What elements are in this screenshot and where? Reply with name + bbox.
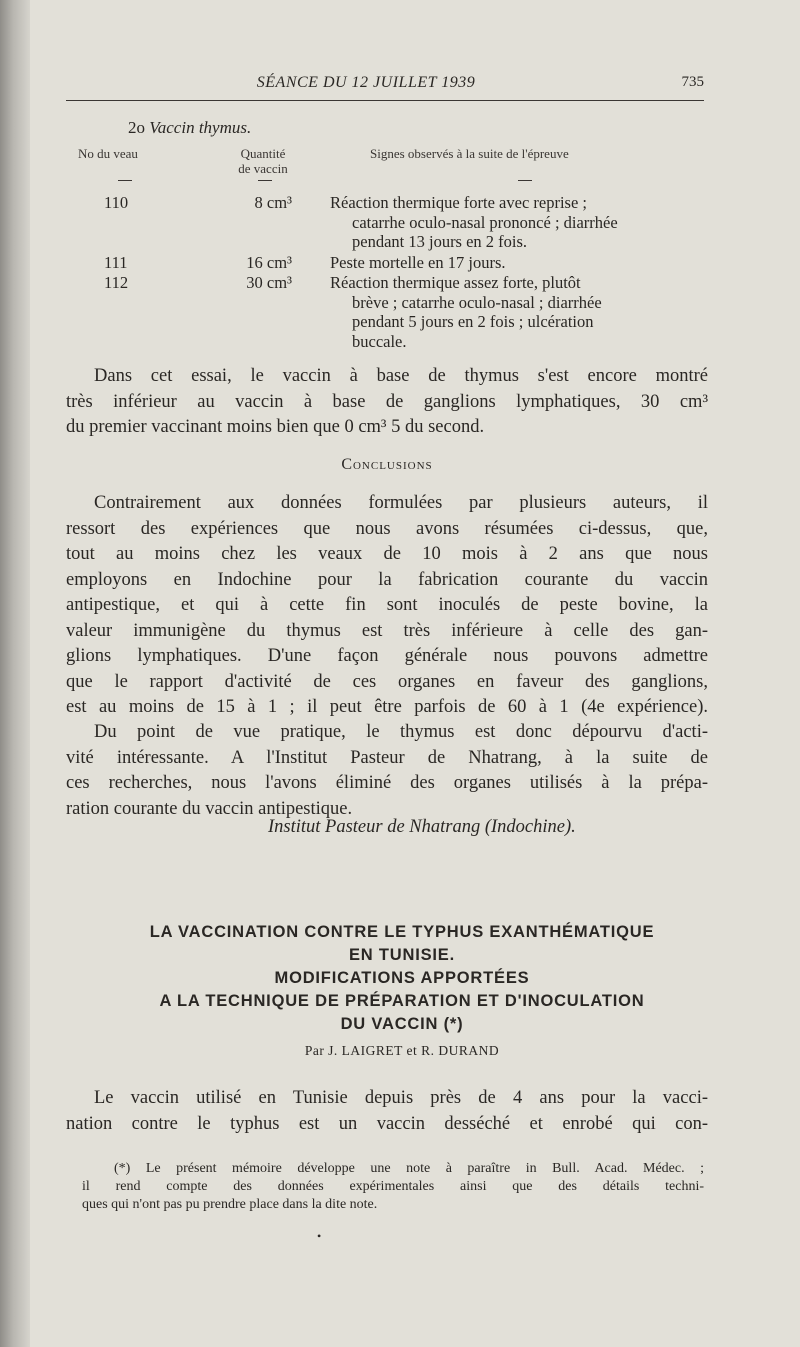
article-title [66, 921, 738, 1036]
paragraph-thymus-result [66, 364, 708, 441]
text-line: employons en Indochine pour la fabrication courante du vaccin [66, 569, 708, 590]
page-number: 735 [681, 74, 704, 90]
running-title: SÉANCE DU 12 JUILLET 1939 [256, 74, 476, 91]
article-title-line: A LA TECHNIQUE DE PRÉPARATION ET D'INOCULATION [159, 992, 645, 1010]
book-spine-shadow [0, 0, 30, 1347]
column-header-quantity [218, 146, 308, 176]
text-line: antipestique, et qui à cette fin sont inoculés de peste bovine, la [66, 595, 708, 615]
signs-line: Réaction thermique forte avec reprise ; [330, 193, 588, 212]
text-line: que le rapport d'activité de ces organes en faveur des ganglions, [66, 671, 708, 692]
article-title-line: DU VACCIN (*) [340, 1015, 464, 1033]
column-dash [258, 180, 272, 181]
text-line: Dans cet essai, le vaccin à base de thymus s'est encore montré [94, 366, 708, 386]
text-line: ration courante du vaccin antipestique. [66, 798, 353, 819]
column-dash [518, 180, 532, 181]
text-line: du premier vaccinant moins bien que 0 cm³ 5 du second. [66, 417, 485, 437]
institution-signature: Institut Pasteur de Nhatrang (Indochine). [268, 817, 576, 837]
signs-line: pendant 5 jours en 2 fois ; ulcération [352, 312, 594, 331]
text-line: est au moins de 15 à 1 ; il peut être parfois de 60 à 1 (4e expérience). [66, 697, 708, 717]
column-dash [118, 180, 132, 181]
vaccine-quantity: 8 cm³ [254, 193, 292, 212]
text-line: Du point de vue pratique, le thymus est donc dépourvu d'acti- [94, 722, 708, 742]
text-line: vité intéressante. A l'Institut Pasteur de Nhatrang, à la suite de [66, 747, 708, 768]
text-line: nation contre le typhus est un vaccin desséché et enrobé qui con- [66, 1113, 708, 1134]
observed-signs [330, 193, 708, 252]
signs-line: Réaction thermique assez forte, plutôt [330, 273, 581, 292]
running-head [66, 74, 706, 102]
paragraph-conclusions [66, 491, 708, 721]
journal-page [30, 0, 800, 1347]
vaccine-quantity: 30 cm³ [246, 273, 292, 292]
footnote [82, 1160, 704, 1214]
conclusions-heading: Conclusions [341, 456, 433, 473]
section-title: Vaccin thymus. [149, 118, 252, 137]
article-authors: Par J. LAIGRET et R. DURAND [304, 1043, 500, 1058]
text-line: Le vaccin utilisé en Tunisie depuis près de 4 ans pour la vacci- [94, 1088, 708, 1108]
column-header-quantity-line: Quantité [240, 146, 286, 161]
calf-number: 110 [104, 193, 129, 212]
observed-signs [330, 273, 708, 351]
signs-line: Peste mortelle en 17 jours. [330, 253, 506, 272]
footnote-line: il rend compte des données expérimentales ainsi que des détails techni- [82, 1179, 704, 1194]
signs-line: buccale. [352, 331, 407, 351]
section-heading [128, 118, 251, 138]
calf-number: 111 [104, 253, 128, 272]
vaccine-quantity: 16 cm³ [246, 253, 292, 272]
text-line: valeur immunigène du thymus est très inférieure à celle des gan- [66, 620, 708, 641]
article-title-line: EN TUNISIE. [349, 946, 455, 964]
signs-line: catarrhe oculo-nasal prononcé ; diarrhée [352, 212, 618, 232]
text-line: ces recherches, nous l'avons éliminé des organes utilisés à la prépa- [66, 773, 708, 793]
calf-number: 112 [104, 273, 129, 292]
article-title-line: MODIFICATIONS APPORTÉES [274, 969, 530, 987]
signs-line: brève ; catarrhe oculo-nasal ; diarrhée [352, 292, 602, 312]
footnote-line: ques qui n'ont pas pu prendre place dans la dite note. [82, 1197, 378, 1212]
header-rule [66, 100, 704, 101]
text-line: glions lymphatiques. D'une façon générale nous pouvons admettre [66, 646, 708, 666]
paragraph-article-intro [66, 1086, 708, 1137]
text-line: ressort des expériences que nous avons résumées ci-dessus, que, [66, 518, 708, 539]
print-speck: • [317, 1229, 322, 1243]
article-title-line: LA VACCINATION CONTRE LE TYPHUS EXANTHÉMATIQUE [149, 923, 655, 941]
section-number: 2o [128, 118, 145, 137]
column-header-quantity-line: de vaccin [238, 161, 288, 176]
text-line: très inférieur au vaccin à base de ganglions lymphatiques, 30 cm³ [66, 391, 708, 412]
footnote-line: (*) Le présent mémoire développe une note à paraître in Bull. Acad. Médec. ; [114, 1161, 704, 1176]
column-header-calf: No du veau [78, 146, 138, 161]
observed-signs [330, 253, 708, 273]
text-line: tout au moins chez les veaux de 10 mois à 2 ans que nous [66, 544, 708, 564]
column-header-signs: Signes observés à la suite de l'épreuve [370, 146, 569, 161]
text-line: Contrairement aux données formulées par plusieurs auteurs, il [94, 493, 708, 513]
paragraph-practical [66, 720, 708, 822]
signs-line: pendant 13 jours en 2 fois. [352, 232, 528, 251]
